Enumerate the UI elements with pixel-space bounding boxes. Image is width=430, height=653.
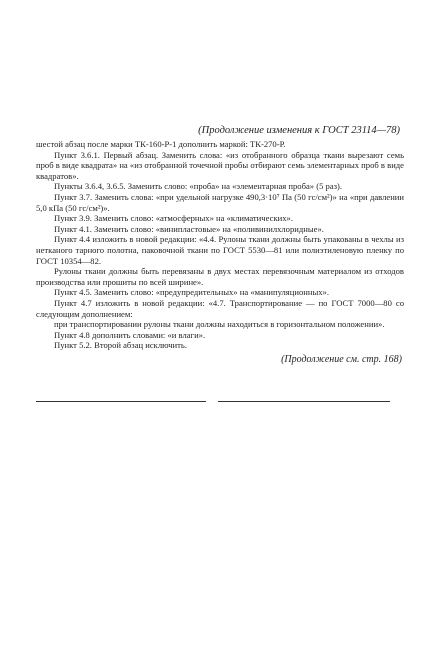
paragraph: Пункт 4.1. Заменить слово: «винипластовые» на «поливинилхлоридные».: [54, 223, 324, 234]
document-body: [36, 139, 404, 351]
divider-line: [218, 401, 390, 402]
paragraph: Пункт 4.5. Заменить слово: «предупредительных» на «манипуляционных».: [54, 287, 329, 298]
paragraph: Пункт 5.2. Второй абзац исключить.: [54, 340, 187, 351]
paragraph: шестой абзац после марки ТК-160-Р-1 дополнить маркой: ТК-270-Р.: [36, 139, 286, 149]
paragraph: Пункт 3.6.1. Первый абзац. Заменить слова: «из отобранного образца ткани вырезают семь проб в виде квадрата» на «из отобранной точечной пробы отбирают семь элементарных проб в виде квадратов».: [36, 149, 404, 181]
paragraph: Пункт 3.9. Заменить слово: «атмосферных» на «климатических».: [54, 213, 293, 224]
paragraph: Пункт 4.7 изложить в новой редакции: «4.7. Транспортирование — по ГОСТ 7000—80 со следующим дополнением:: [36, 297, 404, 319]
paragraph: Пункты 3.6.4, 3.6.5. Заменить слово: «проба» на «элементарная проба» (5 раз).: [54, 181, 343, 192]
paragraph: Пункт 4.8 дополнить словами: «и влаги».: [54, 329, 206, 340]
paragraph: Пункт 4.4 изложить в новой редакции: «4.4. Рулоны ткани должны быть упакованы в чехлы из нетканого тарного полотна, паковочной ткани по ГОСТ 5530—81 или полиэтиленовую пленку по ГОСТ 10354—82.: [36, 234, 404, 266]
paragraph: Пункт 3.7. Заменить слова: «при удельной нагрузке 490,3·10⁷ Па (50 гс/см²)» на «при давлении 5,0 кПа (50 гс/см²)».: [36, 191, 404, 213]
divider-line: [36, 401, 206, 402]
continuation-note: (Продолжение см. стр. 168): [281, 354, 402, 365]
page-header: (Продолжение изменения к ГОСТ 23114—78): [198, 125, 400, 136]
paragraph: Рулоны ткани должны быть перевязаны в двух местах перевязочным материалом из отходов производства или прошиты по всей ширине».: [36, 266, 404, 287]
paragraph: при транспортировании рулоны ткани должны находиться в горизонтальном положении».: [54, 319, 385, 330]
